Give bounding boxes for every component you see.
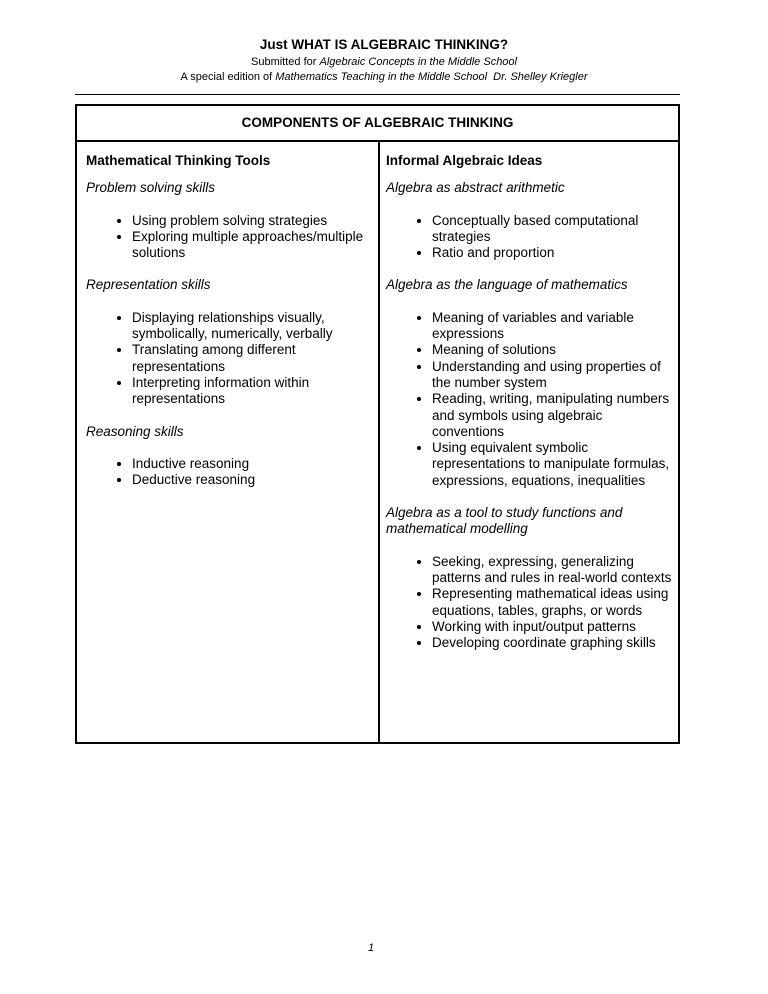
section-title: Algebra as a tool to study functions and mathematical modelling bbox=[386, 505, 623, 537]
list-item: • Meaning of variables and variable expressions bbox=[432, 310, 674, 343]
bullet-list bbox=[386, 310, 674, 489]
author-name: Dr. Shelley Kriegler bbox=[487, 71, 588, 83]
section-title: Problem solving skills bbox=[86, 180, 216, 196]
list-item: • Meaning of solutions bbox=[432, 342, 674, 358]
edition-line bbox=[0, 71, 768, 83]
list-item: • Interpreting information within representations bbox=[132, 375, 372, 408]
list-item: • Conceptually based computational strategies bbox=[432, 213, 674, 246]
list-item: • Exploring multiple approaches/multiple solutions bbox=[132, 229, 372, 262]
list-item: • Working with input/output patterns bbox=[432, 619, 674, 635]
document-title: Just WHAT IS ALGEBRAIC THINKING? bbox=[259, 37, 509, 52]
right-sections bbox=[386, 180, 674, 651]
bullet-list bbox=[86, 310, 372, 408]
bullet-list bbox=[386, 554, 674, 652]
list-item: • Developing coordinate graphing skills bbox=[432, 635, 674, 651]
right-column bbox=[386, 142, 674, 667]
bullet-list bbox=[386, 213, 674, 262]
components-table bbox=[75, 104, 680, 744]
header-rule bbox=[75, 94, 680, 95]
bullet-list bbox=[86, 456, 372, 489]
list-item: • Using equivalent symbolic representations to manipulate formulas, expressions, equations, inequalities bbox=[432, 440, 674, 489]
list-item: • Displaying relationships visually, symbolically, numerically, verbally bbox=[132, 310, 372, 343]
list-item: • Ratio and proportion bbox=[432, 245, 674, 261]
left-sections bbox=[86, 180, 372, 488]
column-divider bbox=[378, 142, 380, 742]
table-heading: COMPONENTS OF ALGEBRAIC THINKING bbox=[77, 106, 678, 142]
right-column-title: Informal Algebraic Ideas bbox=[386, 153, 543, 168]
list-item: • Deductive reasoning bbox=[132, 472, 372, 488]
list-item: • Using problem solving strategies bbox=[132, 213, 372, 229]
list-item: • Inductive reasoning bbox=[132, 456, 372, 472]
submitted-publication: Algebraic Concepts in the Middle School bbox=[319, 56, 517, 68]
list-item: • Understanding and using properties of the number system bbox=[432, 359, 674, 392]
list-item: • Reading, writing, manipulating numbers and symbols using algebraic conventions bbox=[432, 391, 674, 440]
left-column bbox=[86, 142, 372, 504]
page-number: 1 bbox=[368, 942, 375, 954]
section-title: Algebra as the language of mathematics bbox=[386, 277, 628, 293]
bullet-list bbox=[86, 213, 372, 262]
list-item: • Seeking, expressing, generalizing patterns and rules in real-world contexts bbox=[432, 554, 674, 587]
list-item: • Representing mathematical ideas using equations, tables, graphs, or words bbox=[432, 586, 674, 619]
edition-journal: Mathematics Teaching in the Middle School bbox=[275, 71, 488, 83]
submitted-prefix: Submitted for bbox=[251, 56, 320, 68]
submitted-line bbox=[0, 56, 768, 68]
section-title: Algebra as abstract arithmetic bbox=[386, 180, 565, 196]
section-title: Reasoning skills bbox=[86, 423, 184, 439]
left-column-title: Mathematical Thinking Tools bbox=[86, 153, 271, 168]
edition-prefix: A special edition of bbox=[180, 71, 276, 83]
section-title: Representation skills bbox=[86, 277, 211, 293]
list-item: • Translating among different representations bbox=[132, 342, 372, 375]
